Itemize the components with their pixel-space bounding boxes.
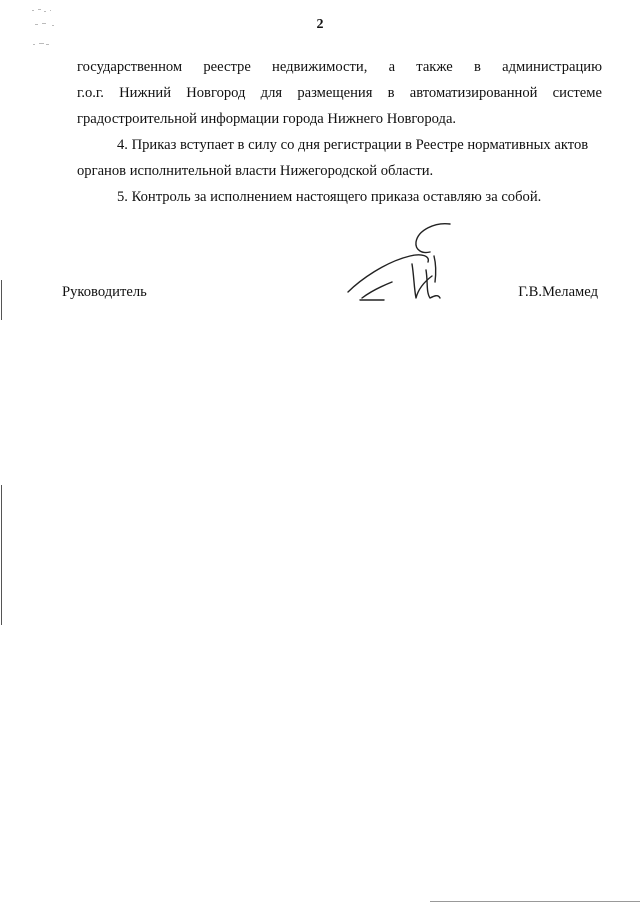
paragraph-line: государственном реестре недвижимости, а также в администрацию xyxy=(77,59,602,75)
continued-paragraph xyxy=(77,54,602,132)
paragraph-5: 5. Контроль за исполнением настоящего приказа оставляю за собой. xyxy=(117,189,542,205)
page-number: 2 xyxy=(316,17,324,32)
paragraph-4: 4. Приказ вступает в силу со дня регистрации в Реестре нормативных актов органов исполнительной власти Нижегородской области. xyxy=(77,137,589,179)
signatory-name: Г.В.Меламед xyxy=(518,284,598,300)
signature-block xyxy=(0,280,640,320)
paragraph-line: г.о.г. Нижний Новгород для размещения в автоматизированной системе xyxy=(77,85,602,101)
position-title: Руководитель xyxy=(62,284,147,300)
scan-edge-mark xyxy=(1,485,2,625)
scan-bottom-edge xyxy=(430,901,640,902)
paragraph-line: градостроительной информации города Нижнего Новгорода. xyxy=(77,111,457,127)
